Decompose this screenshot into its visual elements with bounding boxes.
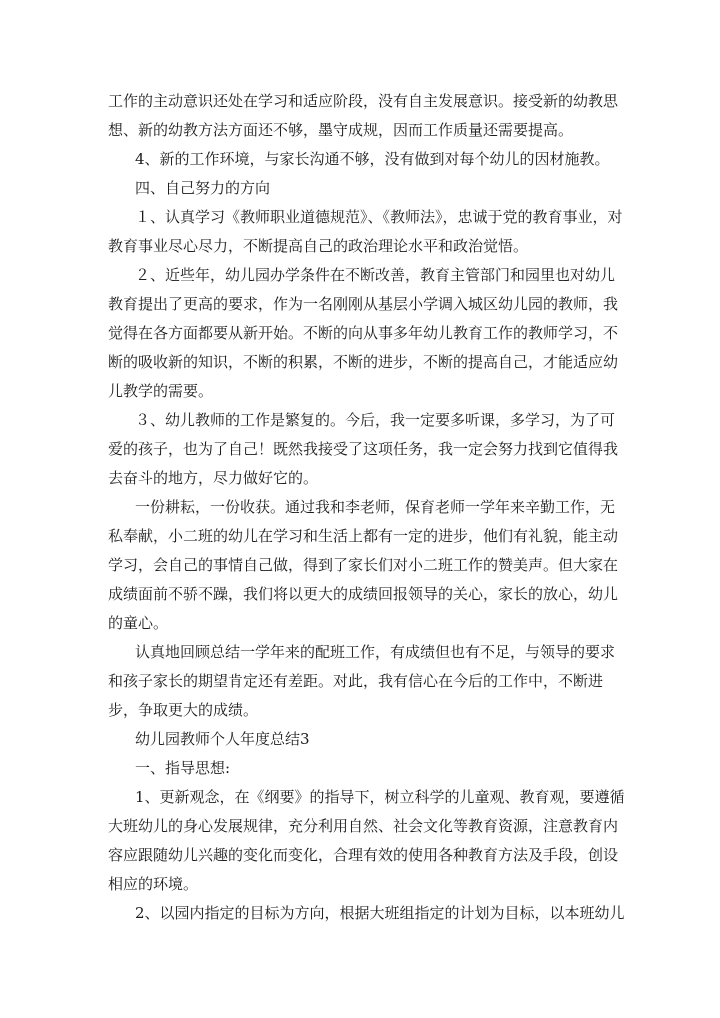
text-line-5: １、认真学习《教师职业道德规范》、《教师法》，忠诚于党的教育事业，对 [135,208,623,226]
text-line-2: 想、新的幼教方法方面还不够，墨守成规，因而工作质量还需要提高。 [108,121,574,139]
text-line-12: ３、幼儿教师的工作是繁复的。今后，我一定要多听课，多学习，为了可 [135,411,616,429]
text-line-11: 儿教学的需要。 [108,382,214,400]
text-line-15: 一份耕耘，一份收获。通过我和李老师，保育老师一学年来辛勤工作，无 [135,498,616,516]
section-heading-guiding-ideas: 一、指导思想: [135,759,231,777]
text-line-22: 步，争取更大的成绩。 [108,701,259,719]
text-line-26: 大班幼儿的身心发展规律，充分利用自然、社会文化等教育资源，注意教育内 [108,817,619,835]
text-line-6: 教育事业尽心尽力，不断提高自己的政治理论水平和政治觉悟。 [108,237,529,255]
text-line-1: 工作的主动意识还处在学习和适应阶段，没有自主发展意识。接受新的幼教思 [108,92,619,110]
text-line-20: 认真地回顾总结一学年来的配班工作，有成绩但也有不足，与领导的要求 [135,643,616,661]
text-line-9: 觉得在各方面都要从新开始。不断的向从事多年幼儿教育工作的教师学习，不 [108,324,619,342]
text-line-13: 爱的孩子，也为了自己！既然我接受了这项任务，我一定会努力找到它值得我 [108,440,619,458]
text-line-25: 1、更新观念，在《纲要》的指导下，树立科学的儿童观、教育观，要遵循 [135,788,625,806]
text-line-29: 2、以园内指定的目标为方向，根据大班组指定的计划为目标，以本班幼儿 [135,904,625,922]
text-line-18: 成绩面前不骄不躁，我们将以更大的成绩回报领导的关心，家长的放心，幼儿 [108,585,619,603]
section-heading-effort: 四、自己努力的方向 [135,179,271,197]
text-line-17: 学习，会自己的事情自己做，得到了家长们对小二班工作的赞美声。但大家在 [108,556,619,574]
text-line-27: 容应跟随幼儿兴趣的变化而变化，合理有效的使用各种教育方法及手段，创设 [108,846,619,864]
text-line-14: 去奋斗的地方，尽力做好它的。 [108,469,319,487]
document-title-3: 幼儿园教师个人年度总结3 [135,730,310,748]
text-line-7: ２、近些年，幼儿园办学条件在不断改善，教育主管部门和园里也对幼儿 [135,266,616,284]
text-line-3: 4、新的工作环境，与家长沟通不够，没有做到对每个幼儿的因材施教。 [135,150,610,168]
text-line-8: 教育提出了更高的要求，作为一名刚刚从基层小学调入城区幼儿园的教师，我 [108,295,619,313]
text-line-10: 断的吸收新的知识，不断的积累，不断的进步，不断的提高自己，才能适应幼 [108,353,619,371]
text-line-21: 和孩子家长的期望肯定还有差距。对此，我有信心在今后的工作中，不断进 [108,672,604,690]
text-line-28: 相应的环境。 [108,875,199,893]
text-line-16: 私奉献，小二班的幼儿在学习和生活上都有一定的进步，他们有礼貌，能主动 [108,527,619,545]
text-line-19: 的童心。 [108,614,169,632]
